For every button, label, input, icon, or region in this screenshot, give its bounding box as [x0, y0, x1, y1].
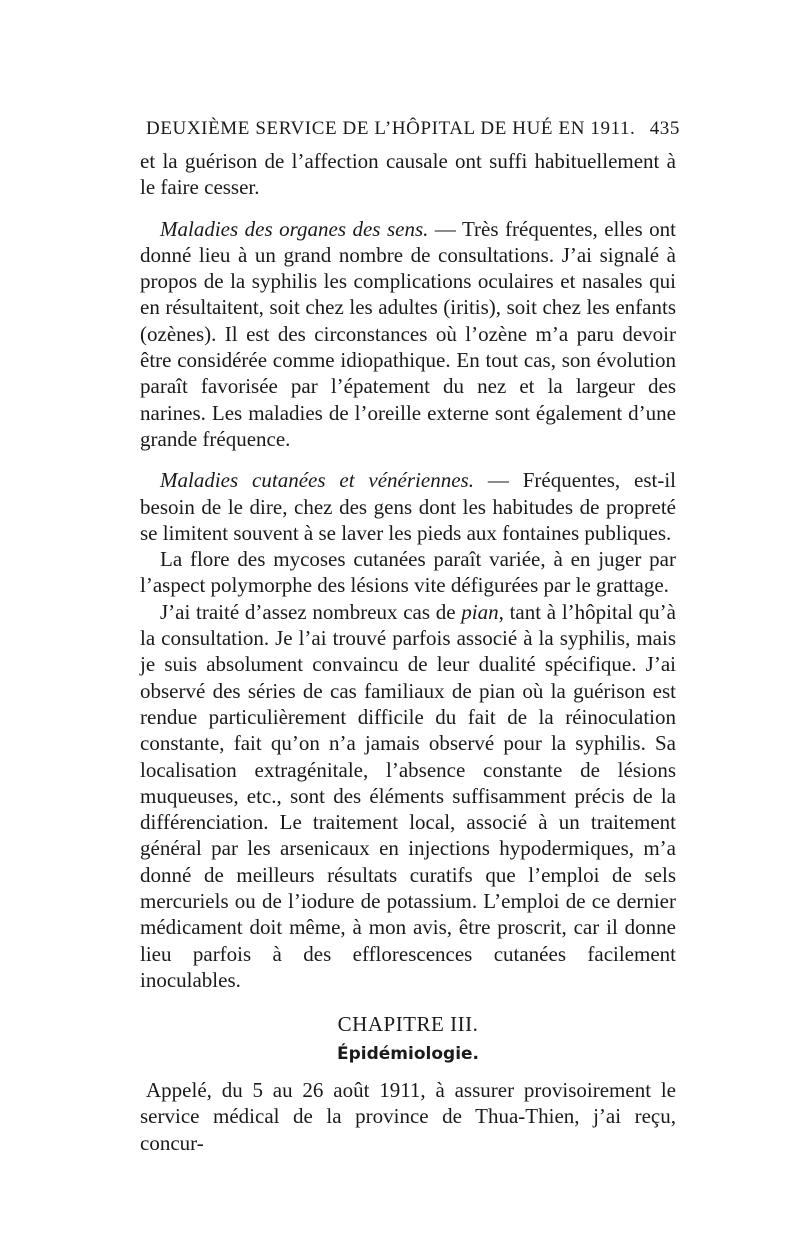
paragraph-2	[140, 216, 676, 453]
paragraph-5-italic: pian	[461, 599, 499, 624]
paragraph-1: et la guérison de l’affection causale ont suffi habituellement à le faire cesser.	[140, 149, 676, 200]
section-heading-senses: Maladies des organes des sens.	[160, 216, 429, 241]
page-number: 435	[649, 118, 680, 139]
paragraph-5-after: , tant à l’hôpital qu’à la consultation. Je l’ai trouvé parfois associé à la syphilis, mais je suis absolument convaincu de leur dualité spécifique. J’ai observé des séries de cas familiaux de pian où la guérison est rendue particulièrement difficile du fait de la réinoculation constante, fait qu’on n’a jamais observé pour la syphilis. Sa localisation extragénitale, l’absence constante de lésions muqueuses, etc., sont des éléments suffisamment précis de la différenciation. Le traitement local, associé à un traitement général par les arsenicaux en injections hypodermiques, m’a donné de meilleurs résultats curatifs que l’emploi de sels mercuriels ou de l’iodure de potassium. L’emploi de ce dernier médicament doit même, à mon avis, être proscrit, car il donne lieu parfois à des efflorescences cutanées facilement inoculables.	[140, 599, 676, 992]
chapter-subtitle: Épidémiologie.	[336, 1044, 480, 1064]
paragraph-3-text: — Fréquentes, est-il besoin de le dire, chez des gens dont les habitudes de propreté se limitent souvent à se laver les pieds aux fontaines publiques.	[140, 468, 676, 545]
paragraph-4: La flore des mycoses cutanées paraît variée, à en juger par l’aspect polymorphe des lésions vite défigurées par le grattage.	[140, 547, 676, 598]
running-header	[146, 118, 680, 140]
paragraph-3	[140, 467, 676, 546]
paragraph-5-before: J’ai traité d’assez nombreux cas de	[160, 599, 462, 624]
section-heading-skin: Maladies cutanées et vénériennes.	[160, 468, 474, 493]
paragraph-6: Appelé, du 5 au 26 août 1911, à assurer provisoirement le service médical de la province de Thua-Thien, j’ai reçu, concur-	[140, 1078, 676, 1155]
running-title: DEUXIÈME SERVICE DE L’HÔPITAL DE HUÉ EN 1911.	[146, 118, 636, 139]
paragraph-5	[140, 599, 676, 993]
chapter-text	[140, 1077, 676, 1156]
paragraph-2-text: — Très fréquentes, elles ont donné lieu à un grand nombre de consultations. J’ai signalé à propos de la syphilis les complications oculaires et nasales qui en résultaitent, soit chez les adultes (iritis), soit chez les enfants (ozènes). Il est des circonstances où l’ozène m’a paru devoir être considérée comme idiopathique. En tout cas, son évolution paraît favorisée par l’épatement du nez et la largeur des narines. Les maladies de l’oreille externe sont également d’une grande fréquence.	[140, 216, 676, 451]
chapter-title: CHAPITRE III.	[337, 1012, 479, 1036]
main-text	[140, 148, 676, 993]
